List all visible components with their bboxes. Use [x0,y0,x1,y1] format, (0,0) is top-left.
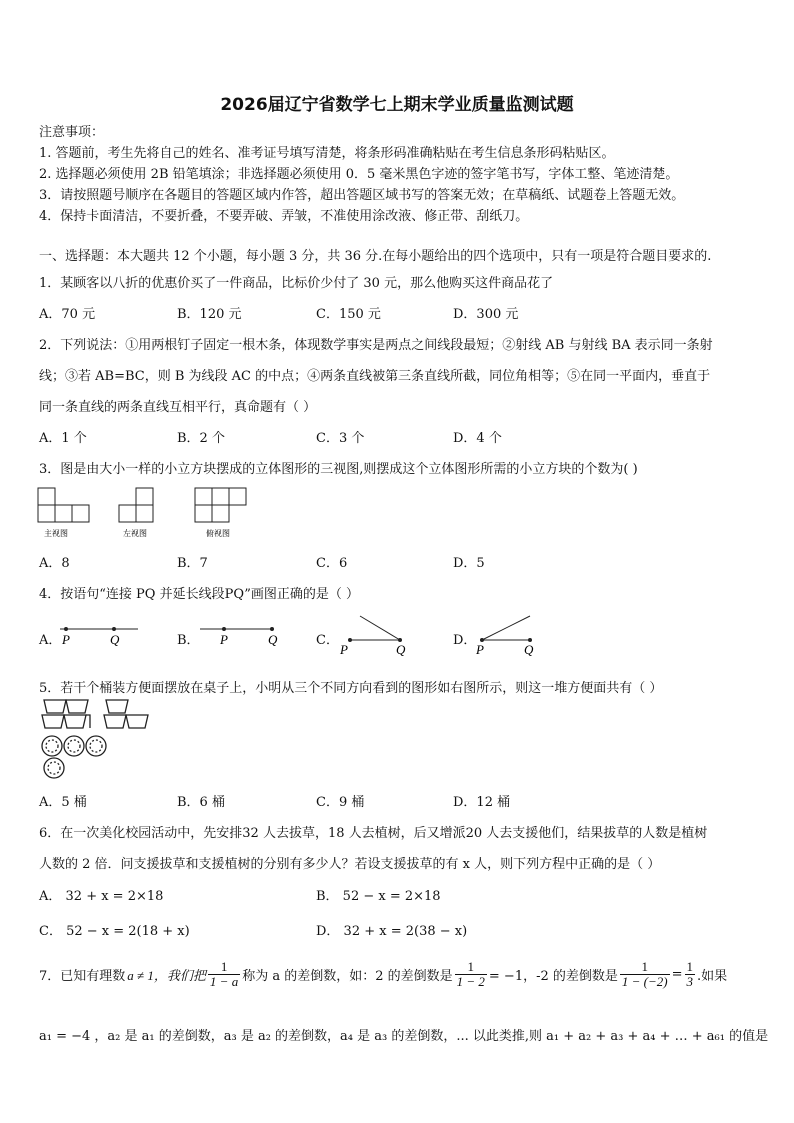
q3-option-c: C．6 [316,556,348,571]
q7-line-2: a₁ = −4 ，a₂ 是 a₁ 的差倒数，a₃ 是 a₂ 的差倒数，a₄ 是 a₃ 的差倒数，... 以此类推,则 a₁ + a₂ + a₃ + a₄ + … + a₆₁ 的值是 [39,1029,769,1044]
q6-line-1: 6．在一次美化校园活动中，先安排32 人去拔草，18 人去植树，后又增派20 人去支援他们，结果拔草的人数是植树 [39,826,708,841]
frac-denominator: 1 − 2 [456,974,485,989]
q3-option-b: B．7 [177,556,208,571]
point-q-label: Q [268,632,278,647]
q1-option-d: D．300 元 [453,307,519,322]
q3-option-d: D．5 [453,556,485,571]
q4-stem: 4．按语句“连接 PQ 并延长线段PQ”画图正确的是（ ） [39,587,360,602]
q7-fraction-3 [620,960,670,989]
three-views-figure [36,486,256,540]
frac-numerator: 1 [620,960,670,975]
q1-option-b: B．120 元 [177,307,242,322]
q2-option-b: B．2 个 [177,431,225,446]
notice-heading: 注意事项： [39,125,105,140]
q4-option-d: D． [453,633,477,648]
q2-line-1: 2．下列说法：①用两根钉子固定一根木条，体现数学事实是两点之间线段最短；②射线 AB 与射线 BA 表示同一条射 [39,338,713,353]
frac-denominator: 1 − a [209,974,239,989]
q7-line-1 [39,960,727,989]
q2-option-c: C．3 个 [316,431,365,446]
q7-part2: a ≠ 1，我们把 [127,968,206,983]
section-heading: 一、选择题：本大题共 12 个小题，每小题 3 分，共 36 分.在每小题给出的四个选项中，只有一项是符合题目要求的. [39,249,712,264]
frac-denominator: 3 [686,974,694,989]
point-p-label: P [340,642,348,657]
q7-fraction-2 [455,960,487,989]
point-p-label: P [62,632,70,647]
q4-figure-b [198,618,280,648]
view-label-front: 主视图 [44,529,68,538]
q5-option-a: A．5 桶 [39,795,87,810]
q7-part1: 7．已知有理数 [39,969,126,984]
frac-numerator: 1 [686,959,694,974]
point-q-label: Q [396,642,406,657]
q6-option-b: B． 52 − x = 2×18 [316,889,441,904]
q4-figure-d [472,612,554,660]
q2-option-a: A．1 个 [39,431,87,446]
q1-stem: 1．某顾客以八折的优惠价买了一件商品，比标价少付了 30 元，那么他购买这件商品花了 [39,276,554,291]
q5-option-c: C．9 桶 [316,795,365,810]
q6-option-c: C． 52 − x = 2(18 + x) [39,924,190,939]
q7-part3: 称为 a 的差倒数，如：2 的差倒数是 [242,969,453,984]
q1-option-c: C．150 元 [316,307,381,322]
q2-line-2: 线；③若 AB=BC，则 B 为线段 AC 的中点；④两条直线被第三条直线所截，同位角相等；⑤在同一平面内，垂直于 [39,369,711,384]
point-q-label: Q [110,632,120,647]
notice-item-2: 2. 选择题必须使用 2B 铅笔填涂；非选择题必须使用 0．5 毫米黑色字迹的签字笔书写，字体工整、笔迹清楚。 [39,167,679,182]
view-label-top: 俯视图 [206,529,230,538]
page-title: 2026届辽宁省数学七上期末学业质量监测试题 [220,95,574,115]
q3-stem: 3．图是由大小一样的小立方块摆成的立体图形的三视图,则摆成这个立体图形所需的小立方块的个数为( ) [39,462,638,477]
q2-option-d: D．4 个 [453,431,502,446]
q5-stem: 5．若干个桶装方便面摆放在桌子上，小明从三个不同方向看到的图形如右图所示，则这一堆方便面共有（ ） [39,681,663,696]
q7-fraction-1 [208,960,240,989]
q5-option-d: D．12 桶 [453,795,511,810]
q7-part4: = −1，-2 的差倒数是 [488,969,618,984]
q4-option-a: A． [39,633,62,648]
q6-option-d: D． 32 + x = 2(38 − x) [316,924,468,939]
notice-item-1: 1. 答题前，考生先将自己的姓名、准考证号填写清楚，将条形码准确粘贴在考生信息条形码粘贴区。 [39,146,615,161]
noodle-buckets-figure [40,698,160,782]
q1-option-a: A．70 元 [39,307,96,322]
q2-line-3: 同一条直线的两条直线互相平行，真命题有（ ） [39,400,317,415]
q7-fraction-4 [685,960,696,989]
q5-option-b: B．6 桶 [177,795,225,810]
q4-figure-a [58,618,140,648]
point-q-label: Q [524,642,534,657]
frac-numerator: 1 [455,960,487,975]
q6-line-2: 人数的 2 倍．问支援拔草和支援植树的分别有多少人？若设支援拔草的有 x 人，则下列方程中正确的是（ ） [39,857,661,872]
q7-part6: .如果 [697,969,728,984]
frac-numerator: 1 [208,960,240,975]
point-p-label: P [476,642,484,657]
notice-item-3: 3．请按照题号顺序在各题目的答题区域内作答，超出答题区域书写的答案无效；在草稿纸、试题卷上答题无效。 [39,188,685,203]
q6-option-a: A． 32 + x = 2×18 [39,889,164,904]
q7-part5: = [671,967,683,982]
q4-figure-c [336,612,418,660]
frac-denominator: 1 − (−2) [621,974,668,989]
view-label-left: 左视图 [123,529,147,538]
point-p-label: P [220,632,228,647]
q3-option-a: A．8 [39,556,70,571]
q4-option-b: B． [177,633,200,648]
q4-option-c: C． [316,633,339,648]
notice-item-4: 4．保持卡面清洁，不要折叠，不要弄破、弄皱，不准使用涂改液、修正带、刮纸刀。 [39,209,529,224]
